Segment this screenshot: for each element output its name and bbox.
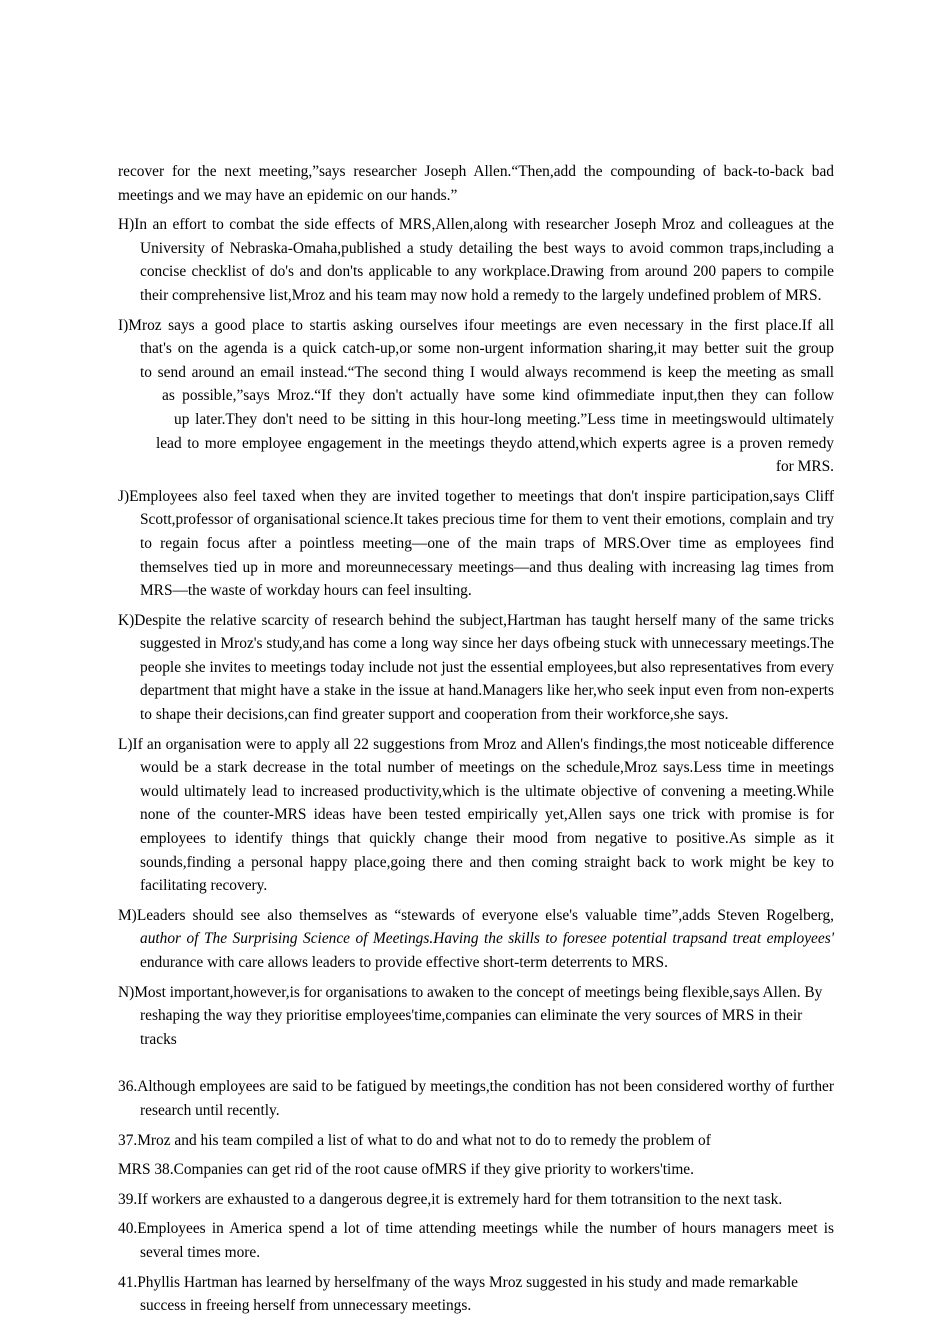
- paragraph-n-text: Most important,however,is for organisations to awaken to the concept of meetings being flexible,says Allen. By reshaping the way they prioritise employees'time,companies can eliminate the very sources of MRS in their tracks: [134, 983, 823, 1048]
- paragraph-i-line-5: up later.They don't need to be sitting in this hour-long meeting.”Less time in meetingswould ultimately: [174, 410, 834, 428]
- numbered-item-36-text: Although employees are said to be fatigued by meetings,the condition has not been considered worthy of further research until recently.: [137, 1078, 834, 1119]
- paragraph-h-marker: H): [118, 216, 135, 234]
- paragraph-k-text: Despite the relative scarcity of research behind the subject,Hartman has taught herself many of the same tricks suggested in Mroz's study,and has come a long way since her days ofbeing stuck with unnecessary meetings.The people she invites to meetings today include not just the essential employees,but also representatives from every department that might have a stake in the issue at hand.Managers like her,who seek input even from non-experts to shape their decisions,can find greater support and cooperation from their workforce,she says.: [134, 611, 834, 724]
- numbered-item-37-number: 37.: [118, 1131, 138, 1149]
- numbered-item-38: [118, 1158, 834, 1182]
- numbered-item-41-text: Phyllis Hartman has learned by herselfmany of the ways Mroz suggested in his study and made remarkable success in freeing herself from unnecessary meetings.: [137, 1273, 799, 1315]
- paragraph-l: [118, 733, 834, 898]
- numbered-item-41-number: 41.: [118, 1273, 138, 1291]
- paragraph-l-marker: L): [118, 735, 133, 753]
- numbered-item-40-text: Employees in America spend a lot of time attending meetings while the number of hours managers meet is several times more.: [137, 1220, 834, 1261]
- paragraph-n: [118, 981, 834, 1052]
- paragraph-h-text: In an effort to combat the side effects of MRS,Allen,along with researcher Joseph Mroz and colleagues at the University of Nebraska-Omaha,published a study detailing the best ways to avoid common traps,including a concise checklist of do's and don'ts applicable to any workplace.Drawing from around 200 papers to compile their comprehensive list,Mroz and his team may now hold a remedy to the largely undefined problem of MRS.: [134, 216, 834, 304]
- numbered-item-39: [118, 1188, 834, 1212]
- numbered-item-38-text: MRS 38.Companies can get rid of the root cause ofMRS if they give priority to workers'time.: [118, 1161, 694, 1179]
- numbered-item-36: [118, 1075, 834, 1122]
- paragraph-i-line-3: to send around an email instead.“The second thing I would always recommend is keep the meeting as small: [140, 363, 834, 381]
- paragraph-i-line-6: lead to more employee engagement in the meetings theydo attend,which experts agree is a proven remedy: [156, 434, 834, 452]
- paragraph-m-line-1: [118, 904, 834, 928]
- paragraph-i-line-2: that's on the agenda is a quick catch-up,or some non-urgent information sharing,it may better suit the group: [140, 340, 834, 358]
- numbered-item-39-number: 39.: [118, 1190, 138, 1208]
- numbered-item-36-number: 36.: [118, 1078, 138, 1096]
- numbered-item-40-number: 40.: [118, 1220, 138, 1238]
- paragraph-m-line-1-text: Leaders should see also themselves as “stewards of everyone else's valuable time”,adds Steven Rogelberg,: [136, 906, 834, 924]
- paragraph-l-text: If an organisation were to apply all 22 suggestions from Mroz and Allen's findings,the most noticeable difference would be a stark decrease in the total number of meetings on the schedule,Mroz says.Less time in meetings would ultimately lead to increased productivity,which is the ultimate objective of convening a meeting.While none of the counter-MRS ideas have been tested empirically yet,Allen says one trick with promise is for employees to identify things that quickly change their mood from negative to positive.As simple as it sounds,finding a personal happy place,going there and then coming straight back to work might be key to facilitating recovery.: [132, 735, 834, 895]
- paragraph-i: [118, 314, 834, 479]
- paragraph-m-line-2-italic: author of The Surprising Science of Meetings.Having the skills to foresee potential trapsand treat employees': [140, 930, 834, 948]
- paragraph-j: [118, 485, 834, 603]
- paragraph-j-marker: J): [118, 487, 130, 505]
- numbered-item-39-text: If workers are exhausted to a dangerous degree,it is extremely hard for them totransition to the next task.: [137, 1190, 783, 1208]
- paragraph-m-marker: M): [118, 906, 137, 924]
- numbered-item-37-text: Mroz and his team compiled a list of what to do and what not to do to remedy the problem of: [137, 1131, 711, 1149]
- section-spacer: [118, 1057, 834, 1075]
- paragraph-n-marker: N): [118, 983, 135, 1001]
- paragraph-k-marker: K): [118, 611, 135, 629]
- paragraph-h: [118, 213, 834, 307]
- paragraph-j-text: Employees also feel taxed when they are invited together to meetings that don't inspire participation,says Cliff Scott,professor of organisational science.It takes precious time for them to vent their emotions, complain and try to regain focus after a pointless meeting—one of the main traps of MRS.Over time as employees find themselves tied up in more and moreunnecessary meetings—and thus dealing with increasing lag times from MRS—the waste of workday hours can feel insulting.: [129, 487, 834, 600]
- paragraph-i-line-4: as possible,”says Mroz.“If they don't actually have some kind ofimmediate input,then they can follow: [162, 387, 834, 405]
- paragraph-i-line-7: for MRS.: [775, 458, 834, 476]
- paragraph-k: [118, 609, 834, 727]
- paragraph-continued: recover for the next meeting,”says researcher Joseph Allen.“Then,add the compounding of back-to-back bad meetings and we may have an epidemic on our hands.”: [118, 163, 834, 204]
- paragraph-i-marker: I): [118, 316, 129, 334]
- paragraph-i-line-1-text: Mroz says a good place to startis asking ourselves ifour meetings are even necessary in the first place.If all: [128, 316, 834, 334]
- paragraph-m: [118, 904, 834, 975]
- paragraph-m-line-3: endurance with care allows leaders to provide effective short-term deterrents to MRS.: [140, 954, 668, 971]
- numbered-item-41: [118, 1271, 834, 1318]
- document-body: [118, 160, 834, 1324]
- numbered-item-37: [118, 1129, 834, 1153]
- numbered-item-40: [118, 1217, 834, 1264]
- paragraph-i-line-1: [118, 314, 834, 338]
